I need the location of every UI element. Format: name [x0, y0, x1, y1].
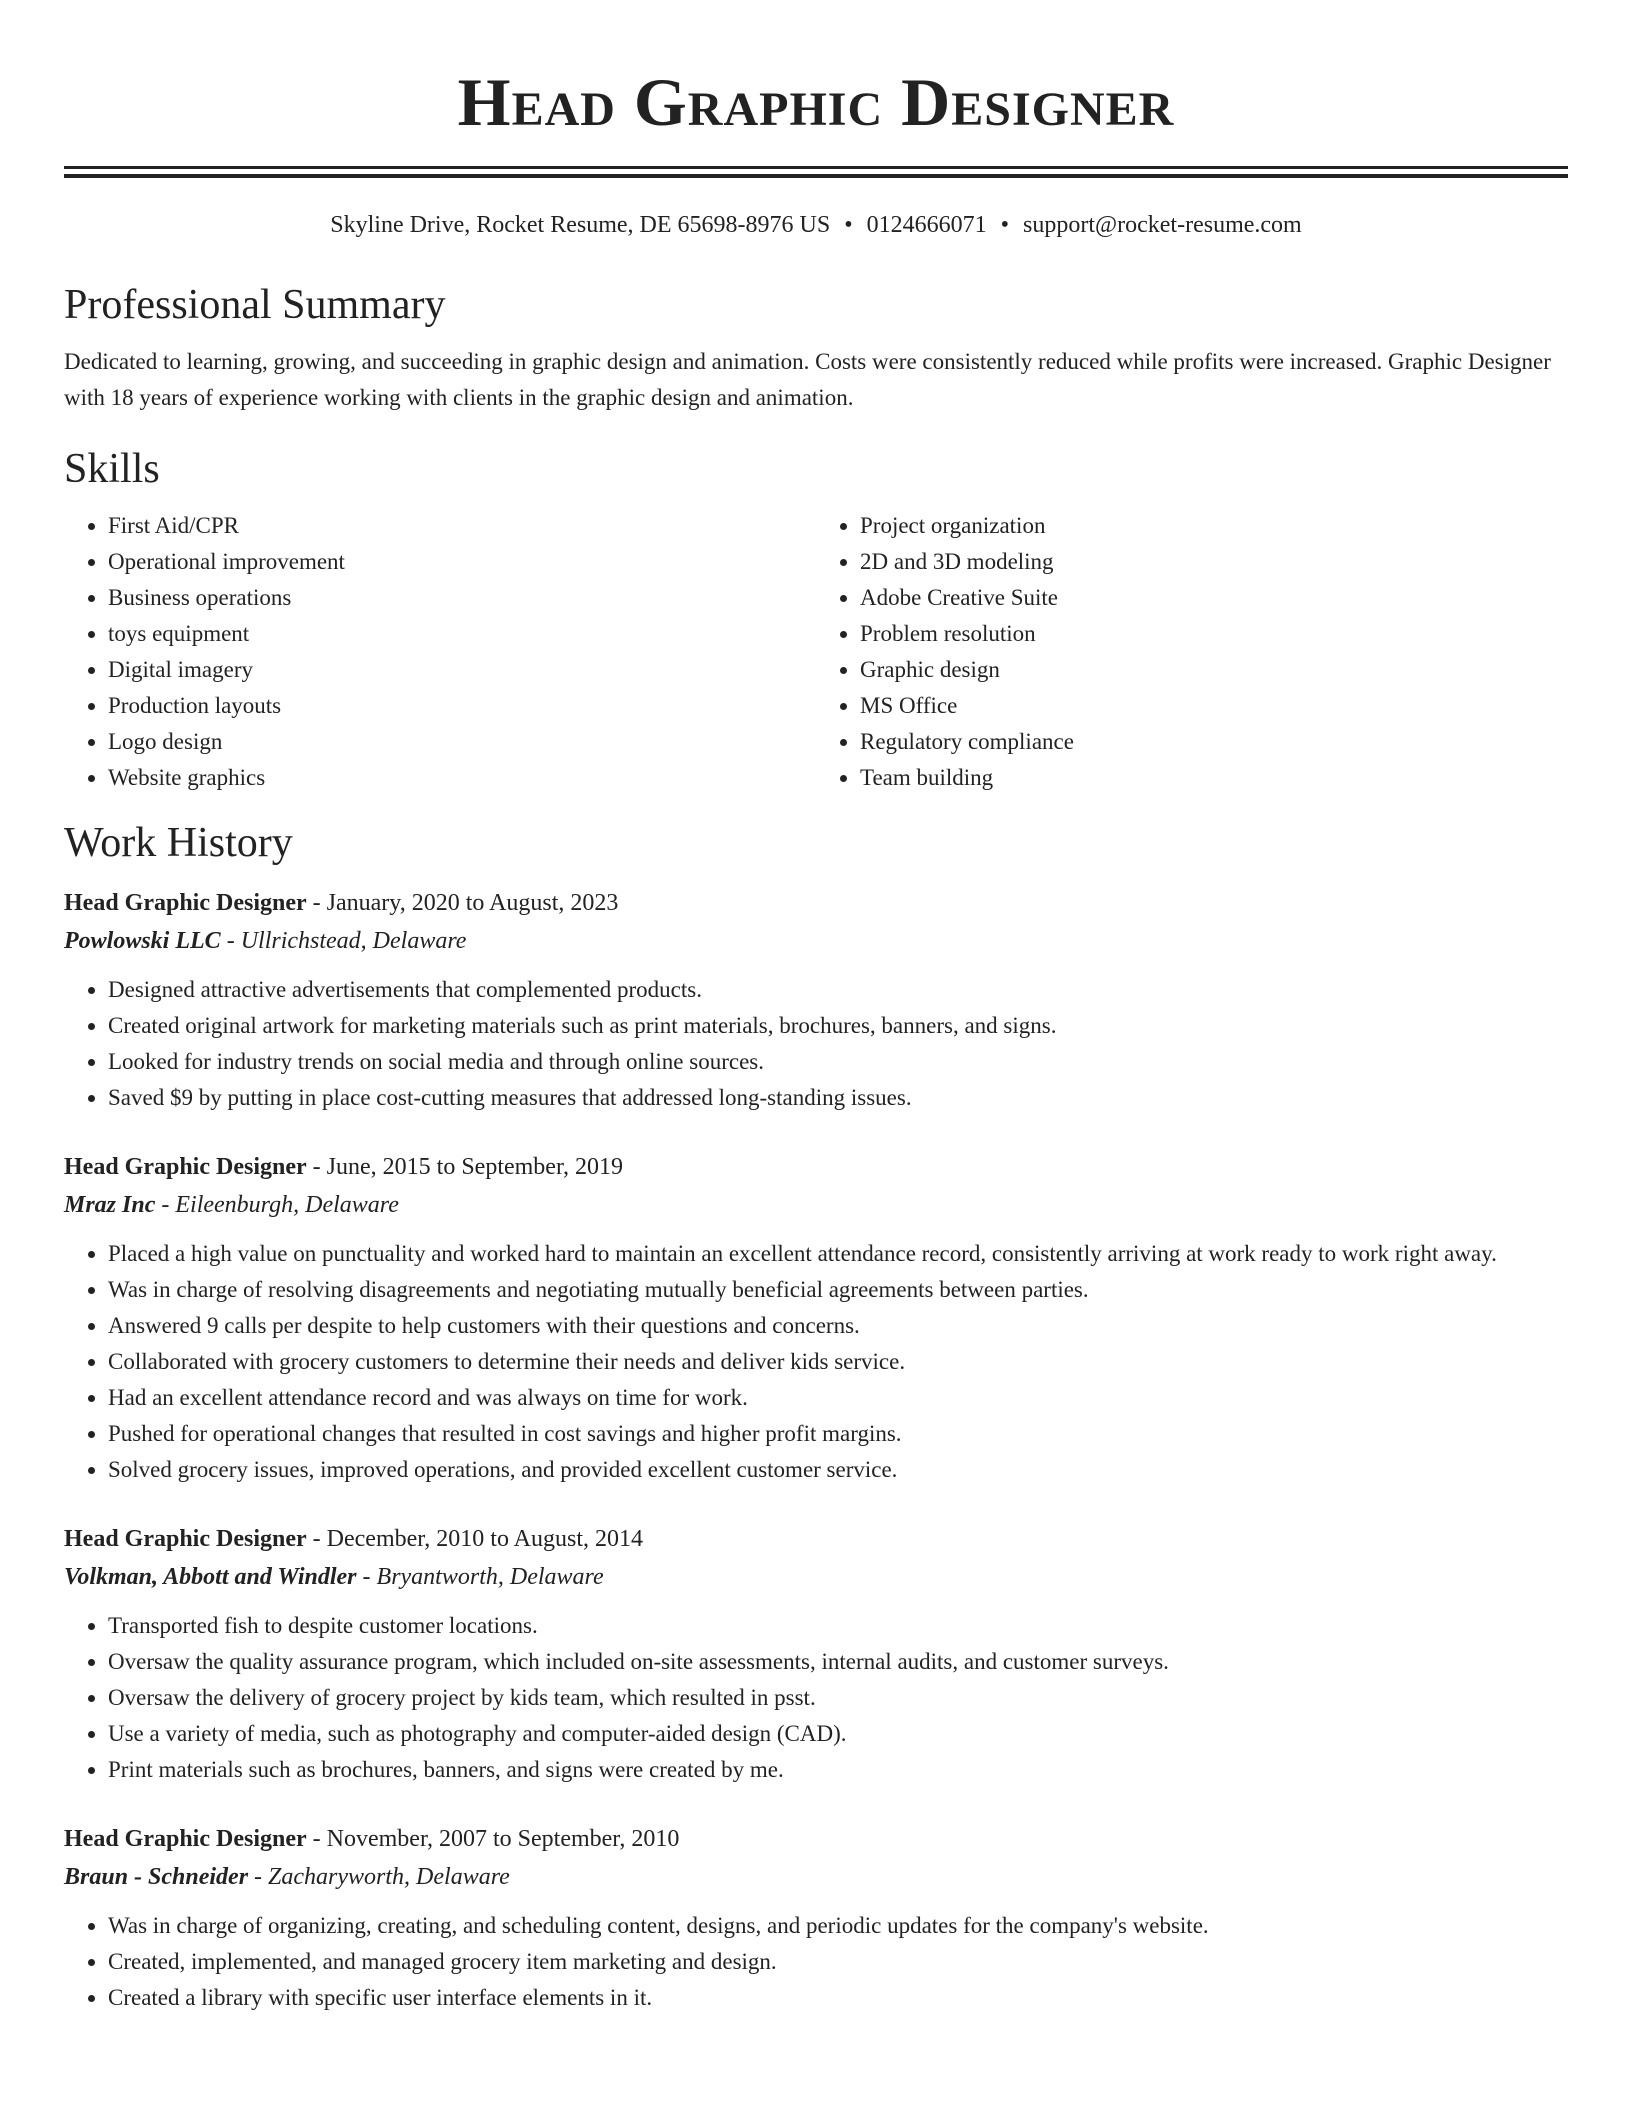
job-dates: June, 2015 to September, 2019 [326, 1154, 623, 1180]
skills-heading: Skills [64, 446, 160, 492]
job-header [64, 1820, 1568, 1858]
job-dash: - [356, 1564, 377, 1590]
contact-separator: • [844, 212, 853, 238]
job-company-line [64, 922, 1568, 960]
skill-item: • Problem resolution [860, 616, 1568, 652]
job-company: Braun - Schneider [64, 1864, 249, 1890]
job-role: Head Graphic Designer [64, 1526, 307, 1552]
job-header [64, 1148, 1568, 1186]
summary-heading: Professional Summary [64, 282, 446, 328]
job-dash: - [306, 1826, 327, 1852]
job-bullet: • Designed attractive advertisements that complemented products. [108, 972, 1568, 1008]
contact-separator: • [1000, 212, 1010, 238]
job-role: Head Graphic Designer [64, 890, 307, 916]
job-bullet: • Was in charge of organizing, creating, and scheduling content, designs, and periodic updates for the company's website. [108, 1908, 1568, 1944]
skill-item: • Operational improvement [108, 544, 816, 580]
job-bullet: • Print materials such as brochures, banners, and signs were created by me. [108, 1752, 1568, 1788]
job-dash: - [220, 928, 241, 954]
skill-item: • Business operations [108, 580, 816, 616]
skill-item: • Production layouts [108, 688, 816, 724]
skill-item: • MS Office [860, 688, 1568, 724]
job-bullet: • Pushed for operational changes that resulted in cost savings and higher profit margins. [108, 1416, 1568, 1452]
skill-item: • toys equipment [108, 616, 816, 652]
work-history-heading: Work History [64, 820, 293, 866]
job-bullet: • Was in charge of resolving disagreements and negotiating mutually beneficial agreements between parties. [108, 1272, 1568, 1308]
job-bullet: • Saved $9 by putting in place cost-cutting measures that addressed long-standing issues. [108, 1080, 1568, 1116]
job-dates: December, 2010 to August, 2014 [326, 1526, 643, 1552]
skill-item: • Graphic design [860, 652, 1568, 688]
skill-item: • Digital imagery [108, 652, 816, 688]
job-bullet: • Looked for industry trends on social media and through online sources. [108, 1044, 1568, 1080]
job-dash: - [155, 1192, 176, 1218]
skills-right-list [816, 508, 1568, 796]
skill-item: • First Aid/CPR [108, 508, 816, 544]
contact-phone: 0124666071 [866, 212, 987, 238]
job-role: Head Graphic Designer [64, 1826, 307, 1852]
job-bullet: • Use a variety of media, such as photography and computer-aided design (CAD). [108, 1716, 1568, 1752]
job-entry [64, 884, 1568, 1116]
summary-text: Dedicated to learning, growing, and succeeding in graphic design and animation. Costs were consistently reduced while profits were increased. Graphic Designer with 18 years of experience working with clients in the graphic design and animation. [64, 349, 1551, 410]
resume-page [64, 0, 1568, 2016]
job-company-line [64, 1186, 1568, 1224]
job-header [64, 1520, 1568, 1558]
job-dash: - [306, 890, 327, 916]
title-double-rule [64, 166, 1568, 178]
job-company-line [64, 1558, 1568, 1596]
job-company-line [64, 1858, 1568, 1896]
skills-columns [64, 508, 1568, 796]
job-bullet: • Solved grocery issues, improved operations, and provided excellent customer service. [108, 1452, 1568, 1488]
skill-item: • 2D and 3D modeling [860, 544, 1568, 580]
job-bullets [64, 1908, 1568, 2016]
job-company: Volkman, Abbott and Windler [64, 1564, 357, 1590]
skill-item: • Team building [860, 760, 1568, 796]
job-dates: November, 2007 to September, 2010 [326, 1826, 680, 1852]
job-company: Mraz Inc [64, 1192, 156, 1218]
job-bullet: • Created original artwork for marketing materials such as print materials, brochures, banners, and signs. [108, 1008, 1568, 1044]
contact-address: Skyline Drive, Rocket Resume, DE 65698-8976 US [330, 212, 831, 238]
job-bullet: • Answered 9 calls per despite to help customers with their questions and concerns. [108, 1308, 1568, 1344]
contact-email[interactable]: support@rocket-resume.com [1023, 212, 1302, 238]
skill-item: • Regulatory compliance [860, 724, 1568, 760]
job-entry [64, 1520, 1568, 1788]
job-bullet: • Created, implemented, and managed grocery item marketing and design. [108, 1944, 1568, 1980]
job-dash: - [248, 1864, 269, 1890]
job-bullet: • Created a library with specific user interface elements in it. [108, 1980, 1568, 2016]
contact-line [64, 210, 1568, 240]
job-entry [64, 1148, 1568, 1488]
job-location: Ullrichstead, Delaware [240, 928, 467, 954]
job-company: Powlowski LLC [64, 928, 221, 954]
job-entry [64, 1820, 1568, 2016]
job-bullet: • Placed a high value on punctuality and worked hard to maintain an excellent attendance record, consistently arriving at work ready to work right away. [108, 1236, 1568, 1272]
job-bullets [64, 1608, 1568, 1788]
skills-left-list [64, 508, 816, 796]
job-location: Bryantworth, Delaware [376, 1564, 604, 1590]
job-location: Eileenburgh, Delaware [175, 1192, 399, 1218]
job-header [64, 884, 1568, 922]
job-bullets [64, 972, 1568, 1116]
job-location: Zacharyworth, Delaware [268, 1864, 510, 1890]
resume-title: Head Graphic Designer [457, 64, 1175, 140]
job-bullet: • Oversaw the delivery of grocery project by kids team, which resulted in psst. [108, 1680, 1568, 1716]
skill-item: • Logo design [108, 724, 816, 760]
job-bullet: • Transported fish to despite customer locations. [108, 1608, 1568, 1644]
job-dash: - [306, 1154, 327, 1180]
skill-item: • Adobe Creative Suite [860, 580, 1568, 616]
skill-item: • Website graphics [108, 760, 816, 796]
job-bullet: • Had an excellent attendance record and was always on time for work. [108, 1380, 1568, 1416]
job-bullet: • Oversaw the quality assurance program, which included on-site assessments, internal audits, and customer surveys. [108, 1644, 1568, 1680]
job-dates: January, 2020 to August, 2023 [326, 890, 619, 916]
job-role: Head Graphic Designer [64, 1154, 307, 1180]
job-bullet: • Collaborated with grocery customers to determine their needs and deliver kids service. [108, 1344, 1568, 1380]
job-dash: - [306, 1526, 327, 1552]
skill-item: • Project organization [860, 508, 1568, 544]
job-bullets [64, 1236, 1568, 1488]
